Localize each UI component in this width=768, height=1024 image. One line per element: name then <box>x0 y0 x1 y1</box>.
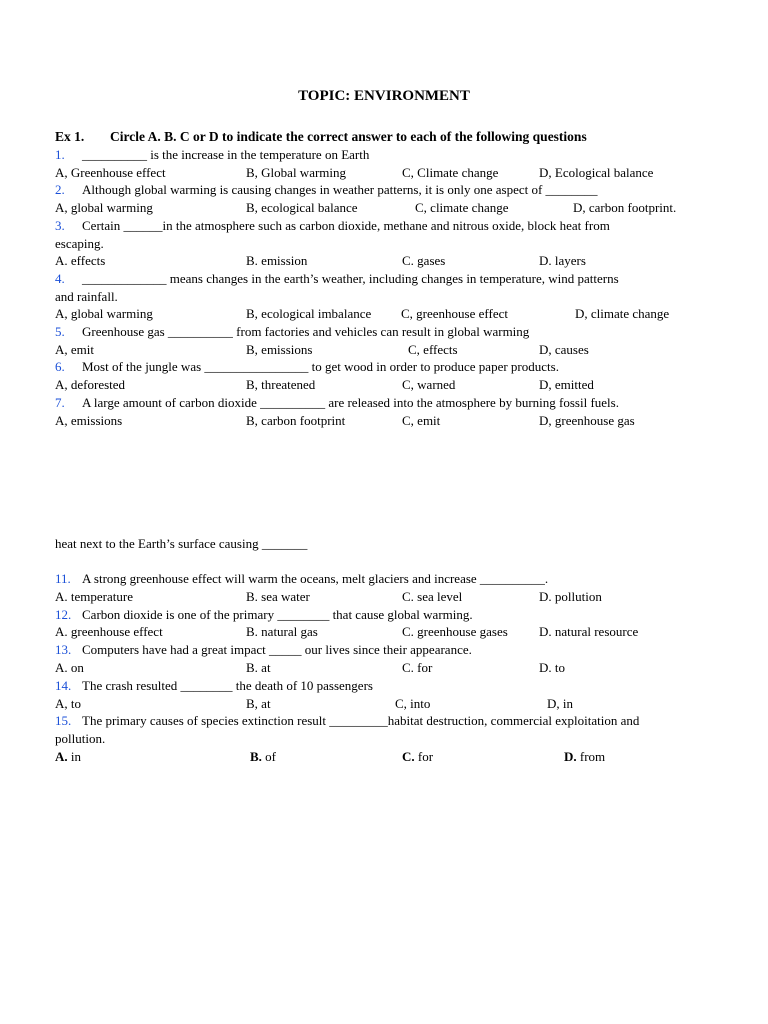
question-6 <box>55 358 705 375</box>
question-text: Certain ______in the atmosphere such as carbon dioxide, methane and nitrous oxide, block heat from <box>82 218 610 233</box>
question-number: 15. <box>55 713 72 728</box>
option-c[interactable]: C. greenhouse gases <box>402 624 508 639</box>
option-d[interactable]: D, emitted <box>539 377 594 392</box>
question-number: 7. <box>55 395 65 410</box>
option-c[interactable]: C, greenhouse effect <box>401 306 508 321</box>
option-a[interactable]: A. temperature <box>55 589 133 604</box>
option-b[interactable] <box>250 748 276 765</box>
option-a[interactable]: A. greenhouse effect <box>55 624 163 639</box>
question-text: The crash resulted ________ the death of 10 passengers <box>82 678 373 693</box>
option-c[interactable] <box>402 748 433 765</box>
option-b[interactable]: B, ecological balance <box>246 200 358 215</box>
option-text: in <box>67 749 82 764</box>
option-b[interactable]: B. natural gas <box>246 624 318 639</box>
question-text: Although global warming is causing changes in weather patterns, it is only one aspect of ________ <box>82 182 598 197</box>
question-14 <box>55 677 705 694</box>
question-text: The primary causes of species extinction result _________habitat destruction, commercial exploitation and <box>82 713 640 728</box>
option-d[interactable]: D, causes <box>539 342 589 357</box>
question-1 <box>55 146 705 163</box>
option-text: of <box>261 749 277 764</box>
question-12 <box>55 606 705 623</box>
option-text: from <box>576 749 606 764</box>
option-d[interactable]: D, Ecological balance <box>539 165 654 180</box>
question-4-continuation: and rainfall. <box>55 289 118 304</box>
question-11 <box>55 570 705 587</box>
question-text: A strong greenhouse effect will warm the oceans, melt glaciers and increase __________. <box>82 571 549 586</box>
question-number: 3. <box>55 218 65 233</box>
option-letter: D. <box>564 749 577 764</box>
option-c[interactable]: C, into <box>395 696 431 711</box>
option-d[interactable]: D, in <box>547 696 573 711</box>
exercise-heading <box>55 128 705 145</box>
question-text: Computers have had a great impact _____ our lives since their appearance. <box>82 642 472 657</box>
question-text: Carbon dioxide is one of the primary ________ that cause global warming. <box>82 607 473 622</box>
option-a[interactable]: A, global warming <box>55 306 153 321</box>
option-b[interactable]: B, threatened <box>246 377 316 392</box>
question-5 <box>55 323 705 340</box>
option-d[interactable]: D. layers <box>539 253 586 268</box>
option-d[interactable]: D, greenhouse gas <box>539 413 635 428</box>
question-15 <box>55 712 705 729</box>
option-a[interactable]: A, emit <box>55 342 94 357</box>
exercise-instruction: Circle A. B. C or D to indicate the correct answer to each of the following questions <box>110 129 587 144</box>
option-d[interactable]: D. natural resource <box>539 624 639 639</box>
question-4 <box>55 270 705 287</box>
question-2 <box>55 181 705 198</box>
option-a[interactable]: A, to <box>55 696 81 711</box>
option-b[interactable]: B. sea water <box>246 589 310 604</box>
option-d[interactable]: D. to <box>539 660 565 675</box>
page-title: TOPIC: ENVIRONMENT <box>298 88 470 104</box>
option-b[interactable]: B, carbon footprint <box>246 413 346 428</box>
option-c[interactable]: C, Climate change <box>402 165 499 180</box>
option-text: for <box>414 749 434 764</box>
option-c[interactable]: C, warned <box>402 377 456 392</box>
question-text: Most of the jungle was ________________ to get wood in order to produce paper products. <box>82 359 559 374</box>
option-letter: A. <box>55 749 68 764</box>
option-d[interactable]: D. pollution <box>539 589 602 604</box>
question-number: 11. <box>55 571 71 586</box>
question-text: _____________ means changes in the earth’s weather, including changes in temperature, wind patterns <box>82 271 619 286</box>
option-b[interactable]: B, ecological imbalance <box>246 306 372 321</box>
question-13 <box>55 641 705 658</box>
option-d[interactable]: D, climate change <box>575 306 670 321</box>
option-b[interactable]: B. emission <box>246 253 308 268</box>
question-number: 4. <box>55 271 65 286</box>
option-a[interactable]: A, global warming <box>55 200 153 215</box>
question-7 <box>55 394 705 411</box>
option-b[interactable]: B. at <box>246 660 271 675</box>
text-fragment: heat next to the Earth’s surface causing _______ <box>55 536 308 551</box>
option-c[interactable]: C. for <box>402 660 433 675</box>
option-d[interactable] <box>564 748 605 765</box>
question-text: Greenhouse gas __________ from factories and vehicles can result in global warming <box>82 324 530 339</box>
question-number: 1. <box>55 147 65 162</box>
question-number: 13. <box>55 642 72 657</box>
option-a[interactable]: A. effects <box>55 253 106 268</box>
option-c[interactable]: C, climate change <box>415 200 509 215</box>
question-number: 12. <box>55 607 72 622</box>
option-d[interactable]: D, carbon footprint. <box>573 200 677 215</box>
question-3 <box>55 217 705 234</box>
question-text: __________ is the increase in the temperature on Earth <box>82 147 370 162</box>
option-a[interactable] <box>55 748 81 765</box>
option-letter: C. <box>402 749 415 764</box>
option-c[interactable]: C, effects <box>408 342 458 357</box>
question-number: 2. <box>55 182 65 197</box>
question-number: 6. <box>55 359 65 374</box>
option-a[interactable]: A, emissions <box>55 413 123 428</box>
question-text: A large amount of carbon dioxide __________ are released into the atmosphere by burning fossil fuels. <box>82 395 619 410</box>
question-number: 5. <box>55 324 65 339</box>
option-b[interactable]: B, at <box>246 696 271 711</box>
question-3-continuation: escaping. <box>55 236 104 251</box>
exercise-label: Ex 1. <box>55 129 85 144</box>
option-letter: B. <box>250 749 262 764</box>
option-b[interactable]: B, emissions <box>246 342 313 357</box>
option-c[interactable]: C. sea level <box>402 589 463 604</box>
option-c[interactable]: C. gases <box>402 253 446 268</box>
option-a[interactable]: A, deforested <box>55 377 126 392</box>
option-a[interactable]: A, Greenhouse effect <box>55 165 166 180</box>
question-15-continuation: pollution. <box>55 731 106 746</box>
option-a[interactable]: A. on <box>55 660 84 675</box>
question-number: 14. <box>55 678 72 693</box>
option-b[interactable]: B, Global warming <box>246 165 347 180</box>
option-c[interactable]: C, emit <box>402 413 441 428</box>
